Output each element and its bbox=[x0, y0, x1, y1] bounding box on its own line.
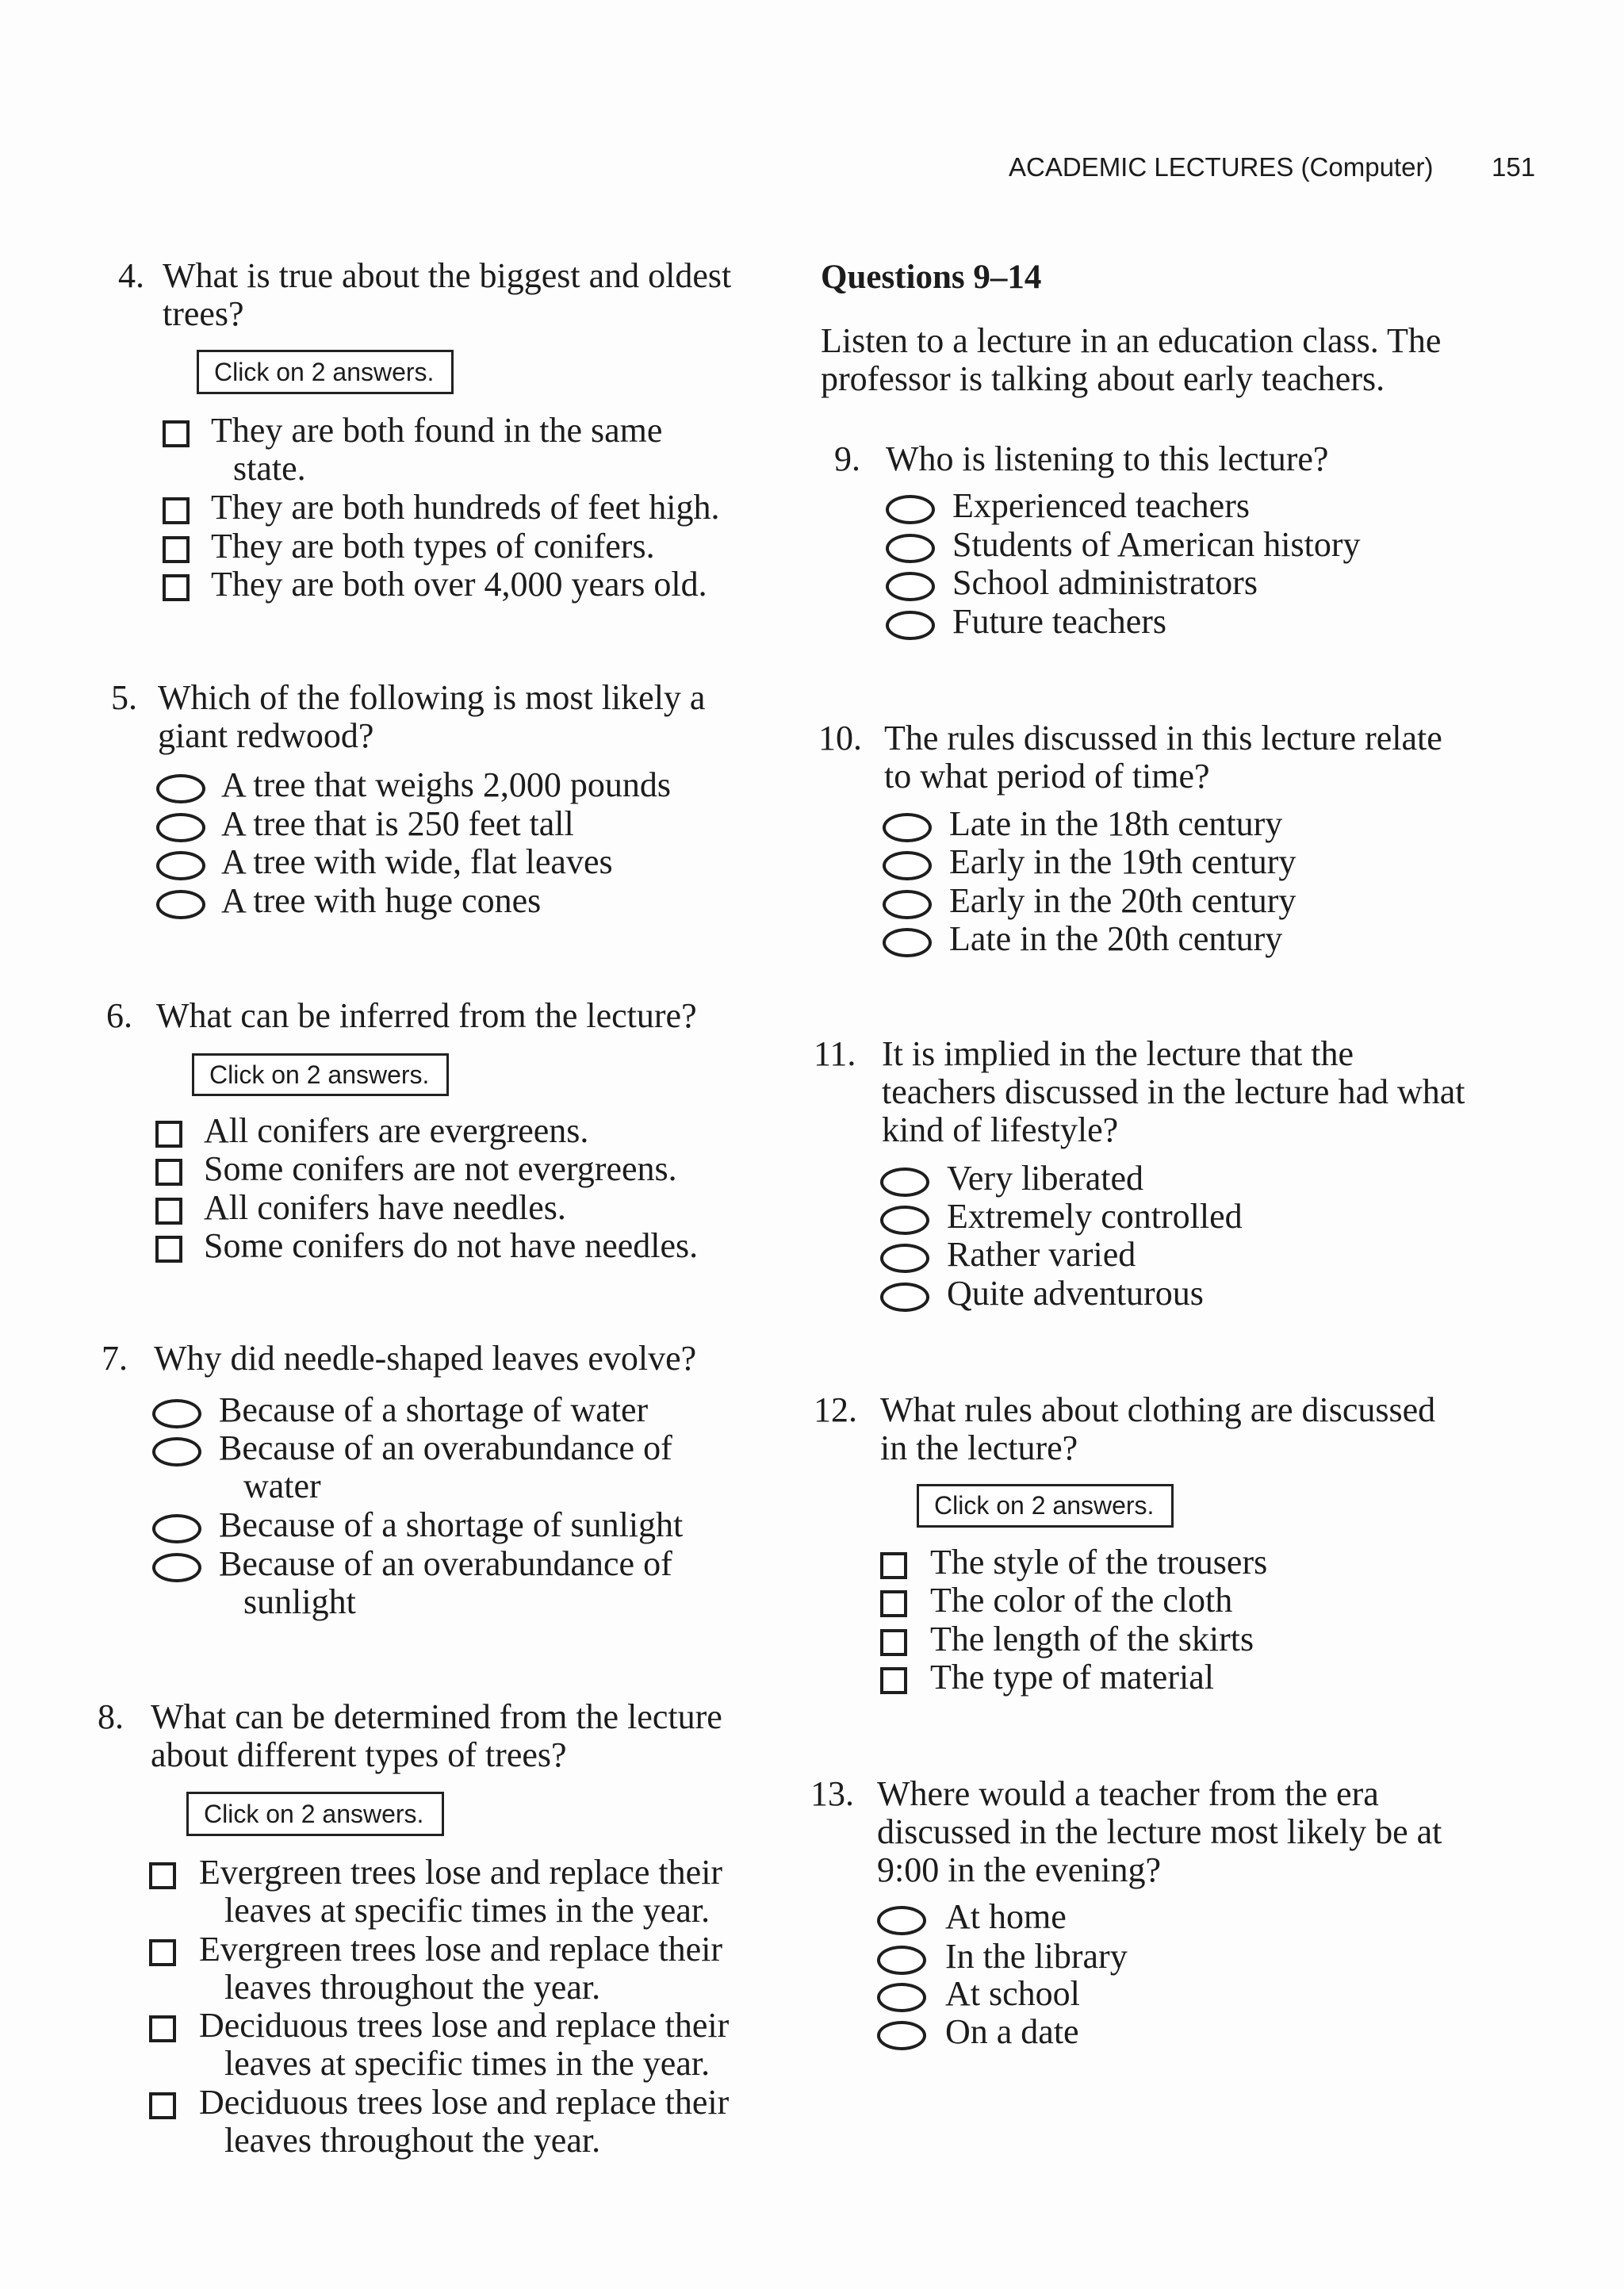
answer-option-text: At home bbox=[945, 1897, 1067, 1936]
answer-option-text: Late in the 18th century bbox=[949, 804, 1283, 843]
checkbox[interactable] bbox=[163, 497, 190, 524]
running-header-title: ACADEMIC LECTURES (Computer) bbox=[1009, 152, 1434, 182]
instruction-box bbox=[917, 1484, 1174, 1528]
checkbox[interactable] bbox=[155, 1236, 182, 1263]
question-stem bbox=[163, 257, 731, 333]
question-stem-line: What is true about the biggest and oldest bbox=[163, 256, 732, 295]
radio-button[interactable] bbox=[880, 1244, 929, 1273]
question-stem bbox=[151, 1698, 722, 1774]
answer-option[interactable] bbox=[152, 1429, 672, 1505]
answer-option-text: Early in the 19th century bbox=[949, 842, 1297, 881]
radio-button[interactable] bbox=[883, 813, 932, 842]
section-intro-line: professor is talking about early teachers. bbox=[821, 359, 1385, 398]
question-stem bbox=[886, 440, 1328, 478]
answer-option-text: Because of a shortage of water bbox=[219, 1390, 649, 1429]
question-number: 7. bbox=[102, 1339, 128, 1378]
answer-option-text: Very liberated bbox=[947, 1159, 1143, 1198]
radio-button[interactable] bbox=[877, 1946, 926, 1975]
answer-option[interactable] bbox=[156, 882, 541, 920]
answer-option[interactable] bbox=[163, 527, 655, 566]
answer-option-text: All conifers have needles. bbox=[204, 1188, 566, 1227]
question-10 bbox=[818, 719, 1469, 958]
checkbox[interactable] bbox=[163, 574, 190, 601]
radio-button[interactable] bbox=[880, 1283, 929, 1312]
answer-option[interactable] bbox=[886, 564, 1258, 602]
question-stem bbox=[880, 1391, 1435, 1467]
checkbox[interactable] bbox=[155, 1159, 182, 1186]
question-stem-line: teachers discussed in the lecture had what bbox=[882, 1072, 1465, 1111]
answer-option[interactable] bbox=[877, 1975, 1080, 2013]
checkbox[interactable] bbox=[163, 536, 190, 563]
checkbox[interactable] bbox=[880, 1667, 907, 1694]
question-stem bbox=[154, 1340, 696, 1378]
radio-button[interactable] bbox=[886, 572, 935, 601]
answer-option[interactable] bbox=[880, 1620, 1254, 1658]
answer-option-text: They are both hundreds of feet high. bbox=[211, 488, 720, 527]
answer-option[interactable] bbox=[880, 1275, 1204, 1313]
answer-option-text: On a date bbox=[945, 2012, 1079, 2051]
question-stem-line: trees? bbox=[163, 294, 244, 333]
question-number: 11. bbox=[814, 1034, 856, 1073]
instruction-box bbox=[192, 1053, 449, 1096]
radio-button[interactable] bbox=[156, 813, 205, 842]
instruction-label: Click on 2 answers. bbox=[209, 1060, 430, 1089]
radio-button[interactable] bbox=[886, 495, 935, 524]
checkbox[interactable] bbox=[880, 1590, 907, 1617]
question-stem-line: What rules about clothing are discussed bbox=[880, 1390, 1436, 1429]
question-7 bbox=[102, 1340, 736, 1622]
radio-button[interactable] bbox=[152, 1399, 201, 1428]
answer-option[interactable] bbox=[155, 1227, 698, 1265]
answer-option-text: Evergreen trees lose and replace their bbox=[199, 1930, 723, 1969]
answer-option-text: The color of the cloth bbox=[930, 1581, 1233, 1620]
answer-option[interactable] bbox=[877, 1898, 1067, 1936]
question-stem-line: in the lecture? bbox=[880, 1428, 1078, 1467]
answer-option-text: The length of the skirts bbox=[930, 1620, 1254, 1658]
radio-button[interactable] bbox=[877, 1906, 926, 1935]
checkbox[interactable] bbox=[163, 420, 190, 447]
instruction-box bbox=[186, 1792, 444, 1836]
question-stem-line: discussed in the lecture most likely be at bbox=[877, 1812, 1442, 1851]
radio-button[interactable] bbox=[880, 1168, 929, 1197]
answer-option-text: Because of a shortage of sunlight bbox=[219, 1505, 684, 1544]
question-stem bbox=[882, 1035, 1465, 1149]
answer-option[interactable] bbox=[149, 2084, 729, 2160]
section-intro-line: Listen to a lecture in an education class. The bbox=[821, 321, 1442, 360]
answer-option-text: In the library bbox=[945, 1937, 1128, 1976]
answer-option-text: Some conifers do not have needles. bbox=[204, 1226, 699, 1265]
question-number: 10. bbox=[818, 719, 862, 757]
question-number: 8. bbox=[98, 1697, 124, 1736]
instruction-box bbox=[197, 350, 454, 394]
answer-option[interactable] bbox=[163, 412, 662, 488]
answer-option[interactable] bbox=[149, 2007, 729, 2083]
answer-option[interactable] bbox=[880, 1236, 1136, 1274]
answer-option-text: Quite adventurous bbox=[947, 1274, 1204, 1313]
page-number: 151 bbox=[1492, 152, 1536, 182]
question-stem-line: Which of the following is most likely a bbox=[158, 678, 706, 717]
question-9 bbox=[834, 440, 1469, 641]
checkbox[interactable] bbox=[149, 2015, 176, 2042]
question-13 bbox=[810, 1775, 1477, 2051]
question-stem-line: Why did needle-shaped leaves evolve? bbox=[154, 1339, 697, 1378]
answer-option[interactable] bbox=[880, 1658, 1214, 1697]
answer-option[interactable] bbox=[877, 1938, 1128, 1976]
question-5 bbox=[111, 679, 745, 920]
answer-option-text: Late in the 20th century bbox=[949, 919, 1283, 958]
answer-option-text: School administrators bbox=[952, 563, 1258, 602]
answer-option[interactable] bbox=[152, 1506, 683, 1544]
answer-option-text: leaves throughout the year. bbox=[224, 2121, 601, 2160]
radio-button[interactable] bbox=[877, 2021, 926, 2050]
answer-option-text: They are both types of conifers. bbox=[211, 527, 655, 566]
question-11 bbox=[814, 1035, 1480, 1313]
question-number: 9. bbox=[834, 439, 860, 478]
answer-option[interactable] bbox=[880, 1160, 1143, 1198]
answer-option-text: They are both found in the same bbox=[211, 411, 663, 450]
question-4 bbox=[118, 257, 753, 606]
answer-option-text: Early in the 20th century bbox=[949, 881, 1297, 920]
radio-button[interactable] bbox=[156, 851, 205, 880]
radio-button[interactable] bbox=[152, 1514, 201, 1543]
radio-button[interactable] bbox=[880, 1206, 929, 1235]
answer-option[interactable] bbox=[877, 2013, 1079, 2051]
answer-option-text: Because of an overabundance of bbox=[219, 1544, 672, 1583]
answer-option-text: Some conifers are not evergreens. bbox=[204, 1149, 677, 1188]
answer-option-text: They are both over 4,000 years old. bbox=[211, 565, 707, 604]
answer-option-text: Evergreen trees lose and replace their bbox=[199, 1853, 723, 1892]
radio-button[interactable] bbox=[883, 890, 932, 919]
answer-option-text: leaves at specific times in the year. bbox=[224, 2044, 710, 2083]
question-stem-line: kind of lifestyle? bbox=[882, 1110, 1119, 1149]
answer-option[interactable] bbox=[886, 603, 1166, 641]
checkbox[interactable] bbox=[155, 1198, 182, 1225]
section-intro bbox=[821, 322, 1441, 398]
radio-button[interactable] bbox=[156, 890, 205, 919]
answer-option-text: At school bbox=[945, 1974, 1080, 2013]
answer-option[interactable] bbox=[880, 1582, 1232, 1620]
answer-option-text: A tree that weighs 2,000 pounds bbox=[221, 765, 672, 804]
answer-option-text: Students of American history bbox=[952, 525, 1361, 564]
question-stem-line: Where would a teacher from the era bbox=[877, 1774, 1379, 1813]
question-number: 6. bbox=[106, 996, 132, 1035]
answer-option-text: Extremely controlled bbox=[947, 1197, 1243, 1236]
radio-button[interactable] bbox=[152, 1553, 201, 1582]
answer-option-text: A tree with wide, flat leaves bbox=[221, 842, 613, 881]
answer-option-text: leaves at specific times in the year. bbox=[224, 1891, 710, 1930]
radio-button[interactable] bbox=[156, 774, 205, 803]
checkbox[interactable] bbox=[880, 1552, 907, 1579]
question-number: 13. bbox=[810, 1774, 854, 1813]
question-8 bbox=[98, 1698, 732, 2160]
answer-option[interactable] bbox=[152, 1545, 672, 1621]
answer-option[interactable] bbox=[883, 843, 1296, 881]
radio-button[interactable] bbox=[152, 1437, 201, 1467]
answer-option[interactable] bbox=[156, 766, 671, 804]
answer-option[interactable] bbox=[886, 487, 1250, 525]
answer-option-text: Deciduous trees lose and replace their bbox=[199, 2083, 730, 2122]
question-number: 12. bbox=[814, 1390, 857, 1429]
question-number: 5. bbox=[111, 678, 137, 717]
answer-option-text: The style of the trousers bbox=[930, 1543, 1268, 1582]
answer-option-text: Rather varied bbox=[947, 1235, 1136, 1274]
checkbox[interactable] bbox=[880, 1629, 907, 1656]
question-stem-line: to what period of time? bbox=[884, 757, 1210, 796]
radio-button[interactable] bbox=[877, 1983, 926, 2012]
answer-option-text: sunlight bbox=[243, 1582, 356, 1621]
question-6 bbox=[106, 997, 741, 1265]
answer-option[interactable] bbox=[149, 1931, 722, 2007]
answer-option-text: water bbox=[243, 1467, 321, 1505]
question-stem bbox=[877, 1775, 1442, 1889]
question-stem-line: What can be inferred from the lecture? bbox=[156, 996, 697, 1035]
answer-option[interactable] bbox=[155, 1189, 566, 1227]
answer-option[interactable] bbox=[152, 1391, 648, 1429]
question-stem bbox=[884, 719, 1442, 796]
answer-option-text: The type of material bbox=[930, 1658, 1214, 1697]
answer-option[interactable] bbox=[155, 1150, 677, 1188]
radio-button[interactable] bbox=[886, 611, 935, 640]
radio-button[interactable] bbox=[883, 928, 932, 957]
question-stem-line: Who is listening to this lecture? bbox=[886, 439, 1329, 478]
answer-option[interactable] bbox=[883, 882, 1296, 920]
answer-option[interactable] bbox=[155, 1112, 588, 1150]
answer-option-text: Because of an overabundance of bbox=[219, 1428, 672, 1467]
question-stem bbox=[158, 679, 705, 755]
answer-option-text: Future teachers bbox=[952, 602, 1166, 641]
checkbox[interactable] bbox=[149, 1862, 176, 1889]
question-stem-line: It is implied in the lecture that the bbox=[882, 1034, 1354, 1073]
section-heading: Questions 9–14 bbox=[821, 259, 1042, 296]
answer-option[interactable] bbox=[883, 805, 1282, 843]
instruction-label: Click on 2 answers. bbox=[934, 1491, 1155, 1520]
question-number: 4. bbox=[118, 256, 144, 295]
checkbox[interactable] bbox=[149, 1939, 176, 1966]
radio-button[interactable] bbox=[883, 851, 932, 880]
question-12 bbox=[814, 1391, 1480, 1697]
answer-option[interactable] bbox=[163, 566, 707, 604]
answer-option[interactable] bbox=[886, 526, 1361, 564]
question-stem bbox=[156, 997, 697, 1035]
question-stem-line: The rules discussed in this lecture relate bbox=[884, 719, 1442, 757]
checkbox[interactable] bbox=[155, 1121, 182, 1148]
question-stem-line: about different types of trees? bbox=[151, 1735, 567, 1774]
question-stem-line: giant redwood? bbox=[158, 716, 374, 755]
answer-option-text: All conifers are evergreens. bbox=[204, 1111, 589, 1150]
answer-option-text: A tree that is 250 feet tall bbox=[221, 804, 574, 843]
answer-option[interactable] bbox=[163, 489, 719, 527]
answer-option[interactable] bbox=[156, 805, 574, 843]
answer-option[interactable] bbox=[880, 1543, 1267, 1582]
instruction-label: Click on 2 answers. bbox=[214, 357, 435, 386]
answer-option-text: state. bbox=[233, 449, 306, 488]
instruction-label: Click on 2 answers. bbox=[204, 1799, 424, 1828]
answer-option-text: leaves throughout the year. bbox=[224, 1968, 601, 2007]
answer-option[interactable] bbox=[880, 1198, 1243, 1236]
answer-option[interactable] bbox=[149, 1854, 722, 1930]
question-stem-line: 9:00 in the evening? bbox=[877, 1850, 1162, 1889]
answer-option[interactable] bbox=[156, 843, 613, 881]
answer-option[interactable] bbox=[883, 920, 1282, 958]
question-stem-line: What can be determined from the lecture bbox=[151, 1697, 722, 1736]
radio-button[interactable] bbox=[886, 534, 935, 563]
checkbox[interactable] bbox=[149, 2092, 176, 2119]
answer-option-text: Experienced teachers bbox=[952, 486, 1250, 525]
answer-option-text: Deciduous trees lose and replace their bbox=[199, 2006, 730, 2045]
answer-option-text: A tree with huge cones bbox=[221, 881, 542, 920]
